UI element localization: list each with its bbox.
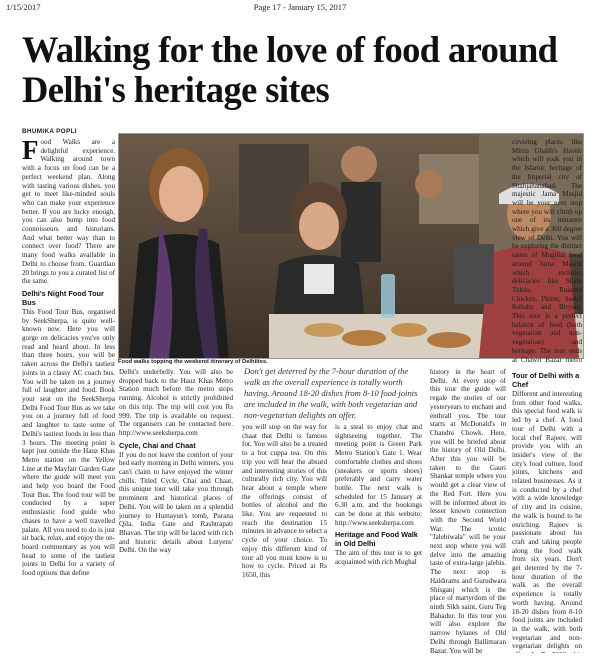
column-1 xyxy=(22,138,115,648)
col6-text-1: covering places like Mirza Ghalib's Haveli which will soak you in the Islamic heritage of the Imperial city of Shahjahanabad. The majestic Jama Masjid will be your next stop where you will climb up one of its minarets which give a 360 degree view of Delhi. You will be exploring the distinct tastes of Mughlai food around Jama Masjid which includes delicacies like Shahi Tukda, Roasted Chicken, Phirni, Seekh Kebabs and Biryani. This tour is a perfect balance of food (both vegetarian and non-vegetarian) and heritage. The tour ends at Chawri Bazar metro xyxy=(512,138,582,363)
col6-text-2: Different and interesting from other food walks, this special food walk is led by a chef. A food tour of Delhi with a local chef Rajeev, will provide you with an insider's view of the city's food culture, food joints, kitchens and related businesses. As it is conducted by a chef with a wide knowledge of city and its cuisine, the walk is bound to be enriching. Rajeev is passionate about his craft and taking people along the food walk from six years. Don't get deterred by the 7-hour duration of the walk as the overall experience is totally worth having. Around 18-20 dishes from 8-10 food joints are included in the walk, with both vegetarian and non-vegetarian delights on xyxy=(512,390,582,651)
col2-text-2: If you do not leave the comfort of your bed early morning in Delhi winters, you can't claim to have enjoyed the winter chills. Titled Cycle, Chai and Chaat, this unique tour will take you through prominent and historical places of Delhi. You will be taken on a splendid journey to Humayun's tomb, Purana Qila, India Gate and Rashtrapati Bhavan. The trip will be laced with rich and historic details about Lutyens' Delhi. On the way xyxy=(119,450,233,555)
page-date: 1/15/2017 xyxy=(6,2,41,12)
page-header xyxy=(6,2,594,14)
col4-text-2: The aim of this tour is to get acquainted with rich Mughal xyxy=(335,549,422,567)
column-3 xyxy=(242,423,327,653)
column-4 xyxy=(335,423,422,653)
column-5 xyxy=(430,368,506,653)
intro-text: ood Walks are a delightful experience. Walking around town with a focus on food can be a perfect weekend plan. Along with tasting various dishes, you get to meet like-minded souls who can make your experience better. If you are lucky enough, you can also bump into food connoisseurs and historians. And what better way than to connect over food? There are many food walks available in Delhi to choose from. Guardian 20 brings to you a curated list of the same. xyxy=(22,138,115,286)
drop-cap: F xyxy=(22,138,39,165)
column-6-bottom xyxy=(512,368,582,653)
section-title-cycle-chai: Cycle, Chai and Chaat xyxy=(119,440,196,450)
col3-text: you will stop on the way for chaat that Delhi is famous for. You will also be a treated to a hot cuppa tea. On this trip you will hear the absurd and interesting stories of this culturally rich city. You will hear about a temple where the offerings consist of bottles of alcohol and the like. You are requested to reach the destination 15 minutes in advance to select a cycle of your choice. To enjoy this different kind of tour all you must know is to how to cycle. Priced at Rs 1650, this xyxy=(242,423,327,579)
page-number: Page 17 - January 15, 2017 xyxy=(253,2,347,12)
section-title-night-bus: Delhi's Night Food Tour Bus xyxy=(22,288,104,307)
pull-quote: Don't get deterred by the 7-hour duration of the walk as the overall experience is totally worth having. Around 18-20 dishes from 8-10 food joints are included in the walk, with both vegetarian and non-vegetarian delights on offer. xyxy=(244,366,418,420)
column-2 xyxy=(119,368,233,653)
section-title-heritage-walk: Heritage and Food Walk in Old Delhi xyxy=(335,530,418,549)
headline: Walking for the love of food around Delhi's heritage sites xyxy=(22,29,558,110)
col4-text-1: is a steal to enjoy chat and sightseeing together. The meeting point is Green Park Metro Station's Gate 1. Wear comfortable clothes and shoes (sneakers or sports shoes) preferably and carry water bottle. The next walk is scheduled for 15 January at 6.30 a.m. and the bookings can be done at this website: http://www.seeksherpa.com xyxy=(335,423,422,527)
col2-text-1: Delhi's underbelly. You will also be dropped back to the Hauz Khas Metro Station much before the metro stops running. Alcohol is strictly prohibited on this trip. The trip will cost you Rs 999. The trip is available on request. The organisers can be contacted here. http://www.seeksherpa.com xyxy=(119,368,233,437)
byline: BHUMIKA POPLI xyxy=(22,128,77,135)
section-title-chef-tour: Tour of Delhi with a Chef xyxy=(512,371,580,389)
column-6-top xyxy=(512,138,582,363)
col5-text: history in the heart of Delhi. At every stop of this tour the guide will regale the stories of our yesteryears to enchant and enthrall you. The tour starts at McDonald's in Chandni Chowk. Here, you will be briefed about the history of Old Delhi. After this you will be taken to the Gauri Shankar temple where you would get a clear view of the Red Fort. Here you will be informed about its lesser known connection with the Second World War. The iconic "Jalebiwala" will be your next stop where you will delve into the amazing taste of extra-large jalebis. The next stop is Haldirams and Gurudwara Shisganj which is the place of martyrdom of the ninth Sikh saint, Guru Teg Bahadur. In this tour you will also explore the narrow bylanes of Old Delhi through Ballimaran Bazar. You will be xyxy=(430,368,506,653)
photo-caption: Food walks topping the weekend itinerary of Delhiites. xyxy=(118,359,268,365)
night-bus-text: This Food Tour Bus, organised by SeekSherpa, is quite well-known now. Here you will gorge on delicacies you've only read and heard about. In less than three hours, you will be taken across the Delhi's tastiest joints in a classy AC coach bus. You will be taken on a journey full of laughter and food. Book your seat on the SeekSherpa Delhi Food Tour Bus as we take you on a journey full of food and laughter to taste some of Delhi's tastiest foods in less than 3 hours. The meeting point is kept just outside the Hauz Khas Metro station on the Yellow Line at the Mayfair Garden Gate where the guide will meet you and help you board the Food Tour Bus. The food tour will be conducted by a super enthusiastic food guide who chases to have a well travelled palate. All you need to do is just sit back, relax, and enjoy the on-board commentary as you will head to some of the tastiest joints in Delhi for a variety of food options that define xyxy=(22,307,115,578)
